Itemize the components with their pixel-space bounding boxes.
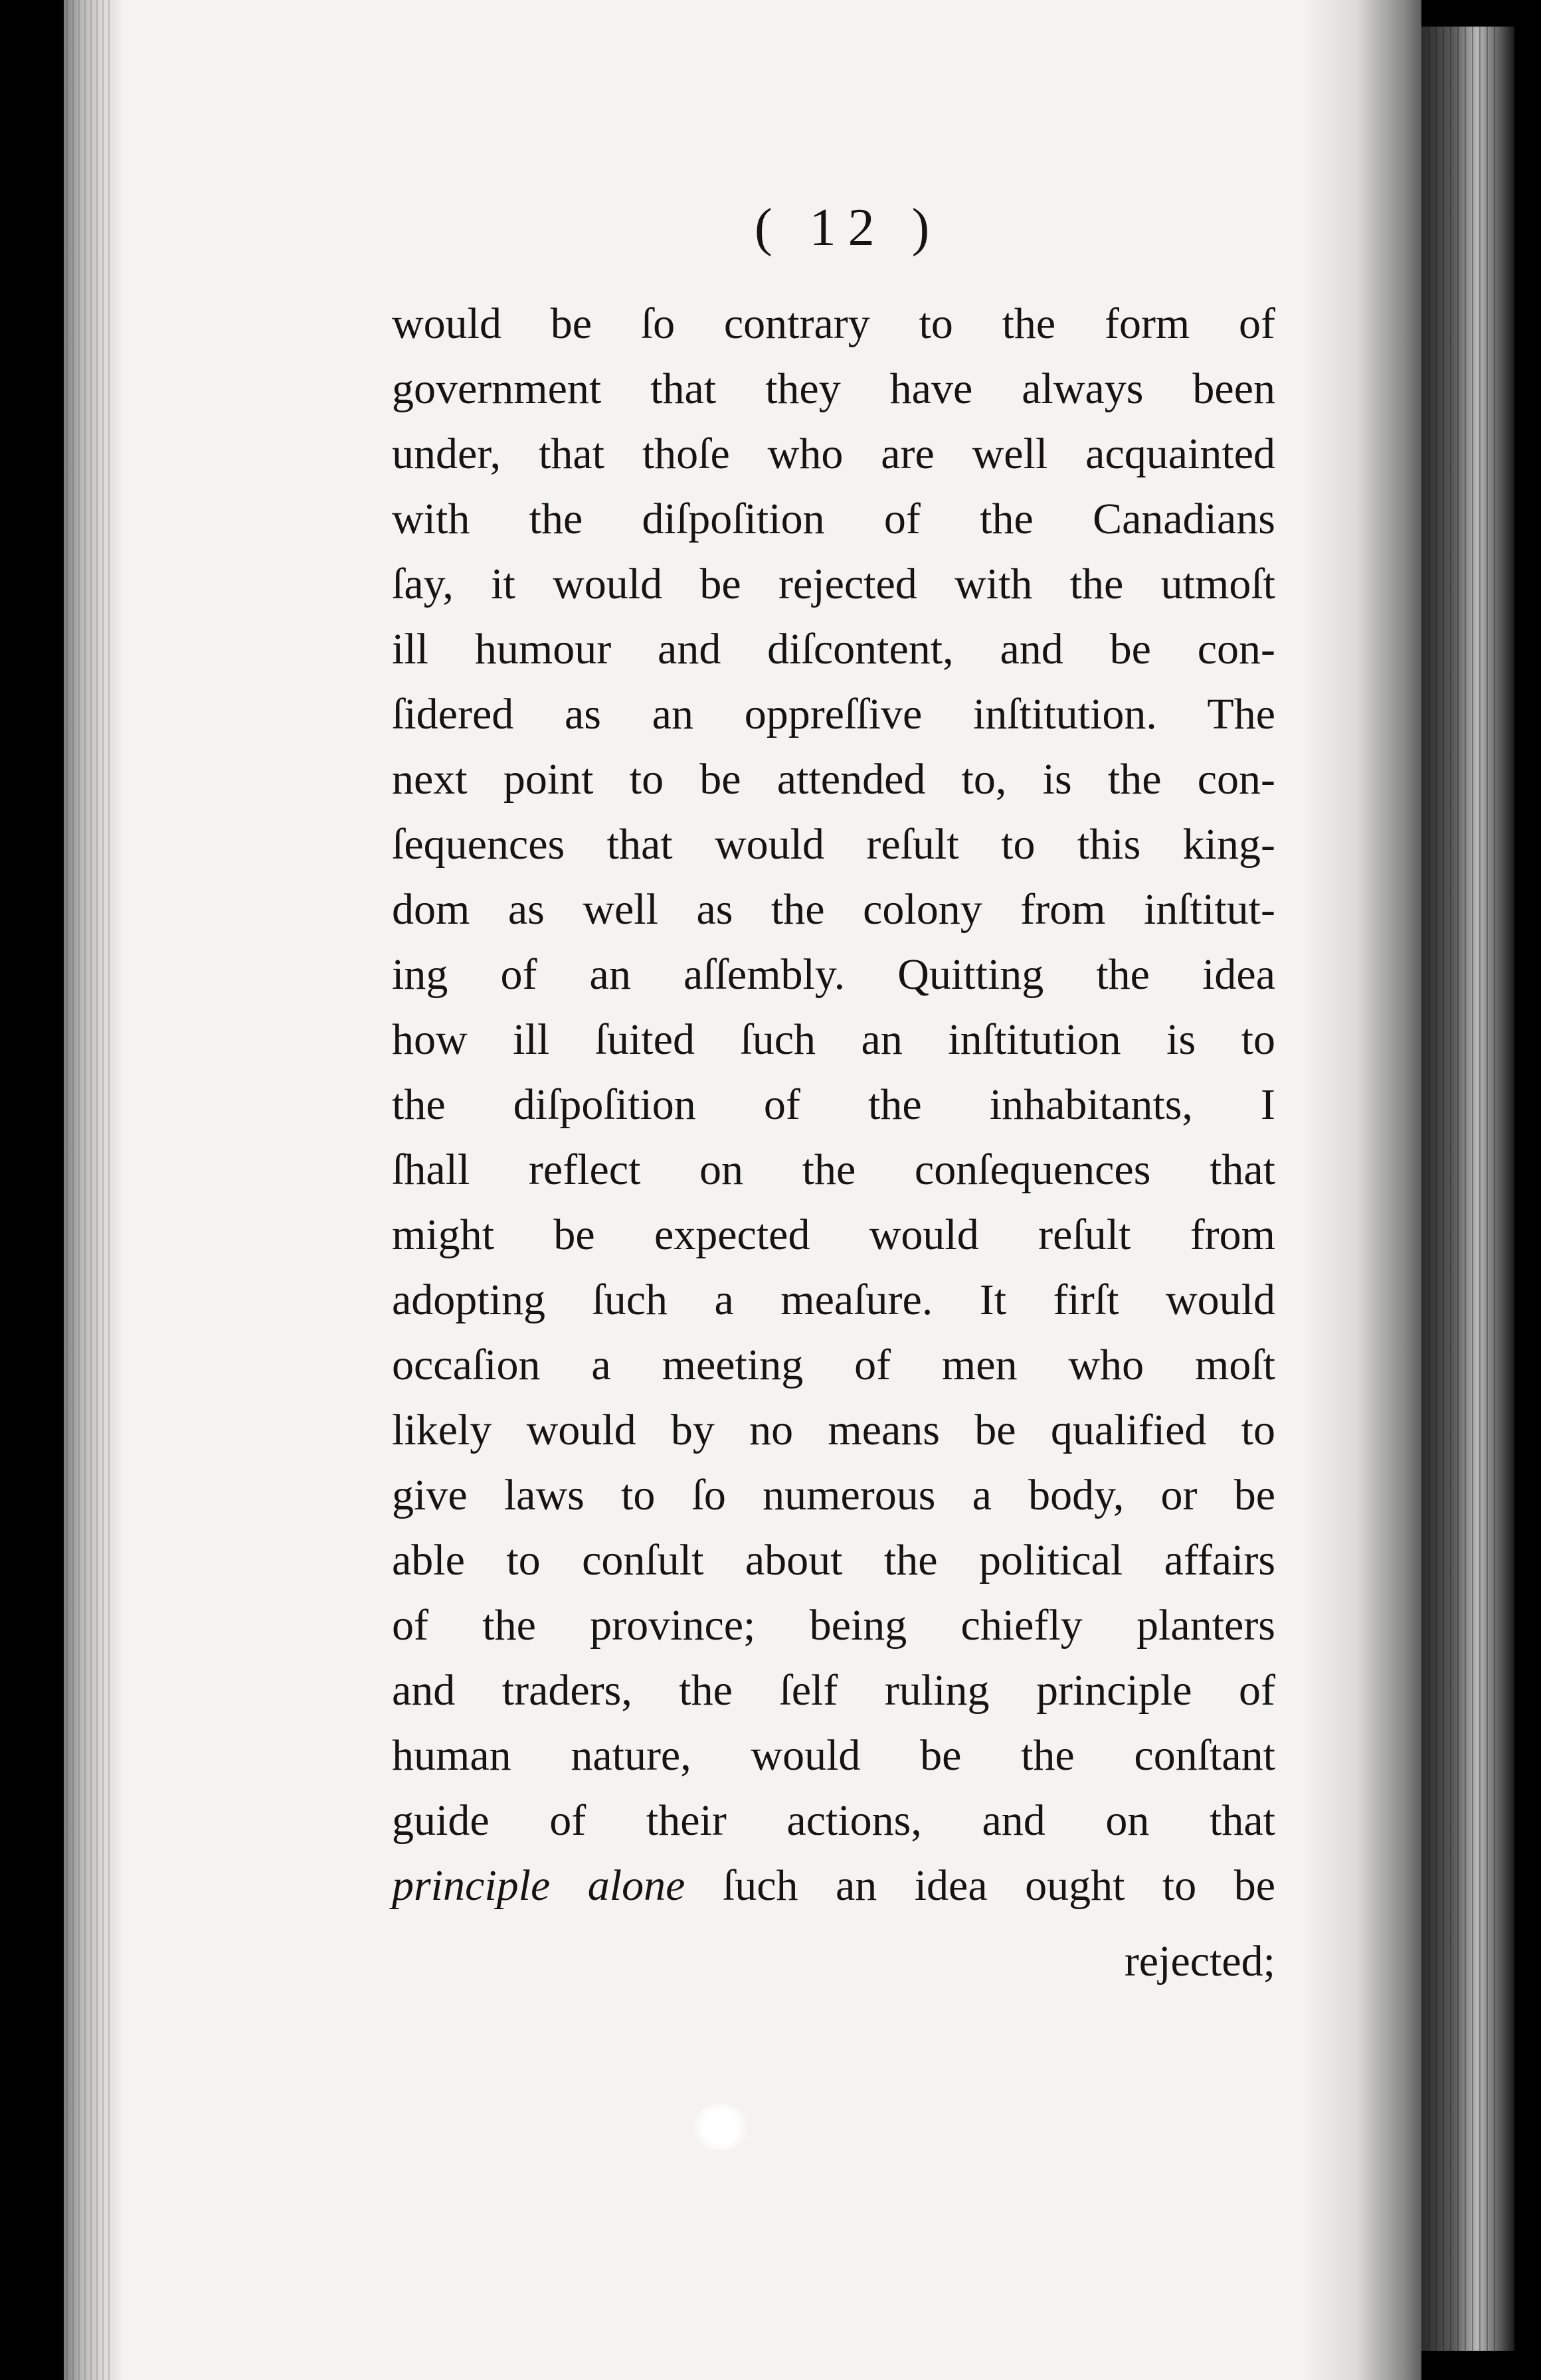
text-line: ſay, it would be rejected with the utmoſt <box>392 560 1275 608</box>
text-line: government that they have always been <box>392 365 1275 413</box>
text-line: under, that thoſe who are well acquainted <box>392 430 1275 478</box>
text-line: ſhall reflect on the conſequences that <box>392 1146 1275 1194</box>
text-line: next point to be attended to, is the con- <box>392 755 1275 804</box>
page-number: ( 12 ) <box>755 199 942 257</box>
text-line: ill humour and diſcontent, and be con- <box>392 625 1275 673</box>
paper-blemish <box>691 2104 751 2150</box>
text-line: ing of an aſſembly. Quitting the idea <box>392 950 1275 999</box>
text-line-final <box>392 1859 1275 1912</box>
text-line: how ill ſuited ſuch an inſtitution is to <box>392 1015 1275 1064</box>
text-line: dom as well as the colony from inſtitut- <box>392 885 1275 934</box>
text-line: and traders, the ſelf ruling principle of <box>392 1666 1275 1715</box>
page-stack-edge-texture <box>1428 27 1501 2351</box>
text-line: would be ſo contrary to the form of <box>392 299 1275 348</box>
text-line: human nature, would be the conſtant <box>392 1731 1275 1780</box>
italic-phrase: principle alone <box>392 1861 685 1910</box>
binding-gutter-texture <box>66 0 113 2380</box>
text-line: ſequences that would reſult to this king- <box>392 820 1275 869</box>
text-line: the diſpoſition of the inhabitants, I <box>392 1080 1275 1129</box>
text-line: adopting ſuch a meaſure. It firſt would <box>392 1276 1275 1324</box>
text-line: give laws to ſo numerous a body, or be <box>392 1471 1275 1519</box>
text-line: ſidered as an oppreſſive inſtitution. The <box>392 690 1275 738</box>
text-line: able to conſult about the political affairs <box>392 1536 1275 1584</box>
text-line: likely would by no means be qualified to <box>392 1406 1275 1454</box>
fore-edge-shadow <box>1302 0 1421 2380</box>
text-line: occaſion a meeting of men who moſt <box>392 1341 1275 1389</box>
text-line: guide of their actions, and on that <box>392 1796 1275 1845</box>
catchword: rejected; <box>1124 1937 1275 1986</box>
text-line: with the diſpoſition of the Canadians <box>392 495 1275 543</box>
text-line: might be expected would reſult from <box>392 1211 1275 1259</box>
text-line-remainder: ſuch an idea ought to be <box>685 1861 1275 1910</box>
text-line: of the province; being chiefly planters <box>392 1601 1275 1650</box>
